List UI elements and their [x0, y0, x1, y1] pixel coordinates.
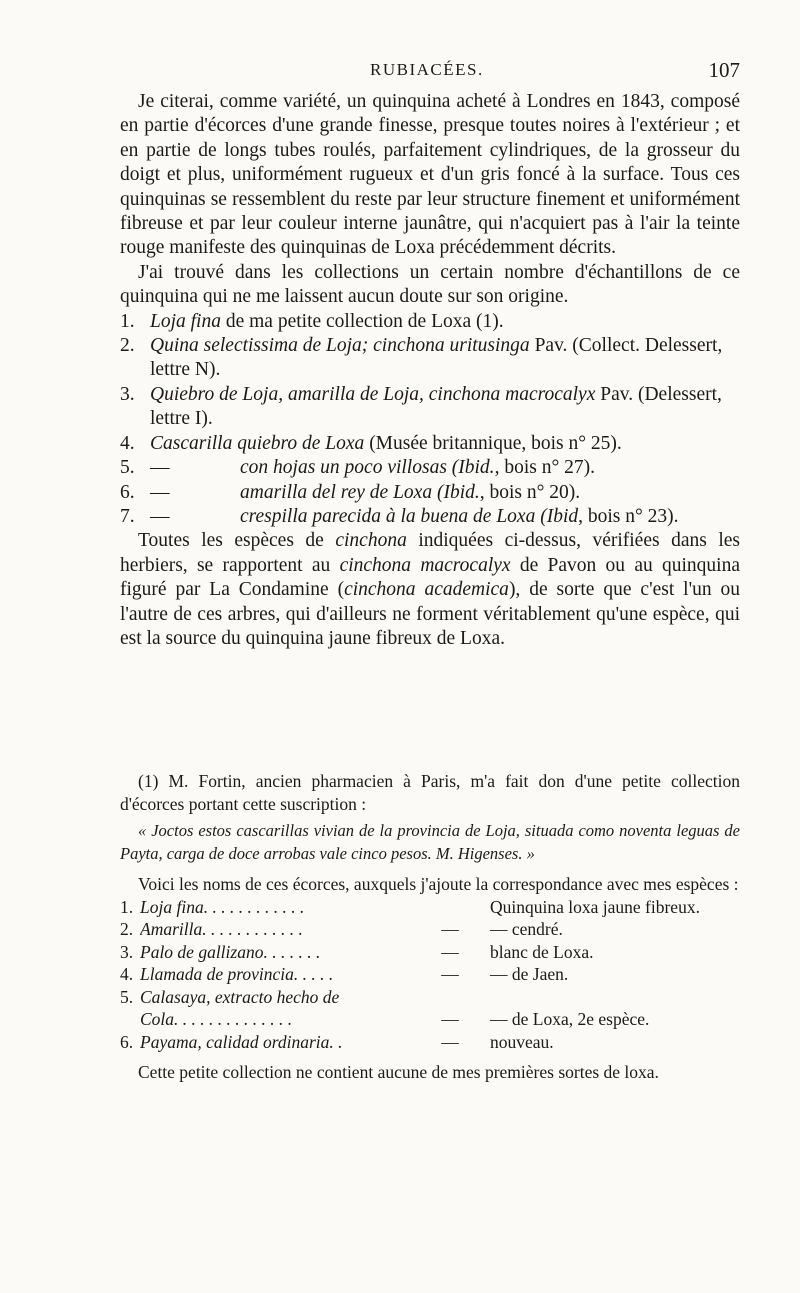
italic-run: cinchona academica: [344, 579, 509, 601]
row-dash: [410, 986, 490, 1009]
row-dash: —: [441, 1031, 459, 1052]
row-correspondence: — de Jaen.: [490, 964, 569, 984]
text-run: indiquées ci-dessus, vérifiées dans les herbiers, se rapportent au: [120, 530, 740, 576]
row-number: [120, 1008, 140, 1031]
text-run: ), de sorte que c'est l'un ou l'autre de ces arbres, qui d'ailleurs ne forment véritablement qu'une espèce, qui est la source du quinquina jaune fibreux de Loxa.: [120, 579, 740, 649]
table-row: [120, 963, 740, 986]
row-number: 6.: [120, 1031, 134, 1052]
list-item: [120, 432, 740, 456]
list-italic: Cascarilla quiebro de Loxa: [150, 432, 365, 454]
list-number: 5.: [120, 457, 135, 479]
ditto-dash: —: [150, 481, 170, 503]
row-correspondence: [490, 986, 740, 1009]
row-name: Cola. . . . . . . . . . . . . .: [140, 1009, 293, 1029]
list-number: 7.: [120, 505, 135, 527]
paragraph-3: [120, 529, 740, 651]
row-name: Loja fina. . . . . . . . . . . .: [140, 896, 305, 917]
row-number: 1.: [120, 896, 134, 917]
list-text: Pav. (Collect. Delessert, lettre N).: [150, 335, 723, 381]
row-correspondence: — cendré.: [490, 919, 563, 939]
table-row: [120, 918, 740, 941]
footnote-closing: Cette petite collection ne contient aucune de mes premières sortes de loxa.: [138, 1062, 659, 1082]
list-item: [120, 310, 740, 334]
italic-run: cinchona: [335, 530, 407, 552]
list-item: [120, 456, 740, 480]
row-number: 2.: [120, 919, 134, 939]
paragraph-1: Je citerai, comme variété, un quinquina acheté à Londres en 1843, composé en partie d'écorces d'une grande finesse, presque toutes noires à l'extérieur ; et en partie de longs tubes roulés, parfaitement cylindriques, de la grosseur du doigt et plus, uniformément rugueux et d'un gris foncé à la surface. Tous ces quinquinas se ressemblent du reste par leur structure finement et uniformément fibreuse et par leur couleur interne jaunâtre, qui n'acquiert pas à l'air la teinte rouge manifeste des quinquinas de Loxa précédemment décrits.: [120, 91, 740, 259]
row-correspondence: Quinquina loxa jaune fibreux.: [490, 896, 700, 917]
running-head: RUBIACÉES.: [370, 60, 484, 79]
ditto-dash: —: [150, 457, 170, 479]
row-dash: [410, 896, 490, 919]
text-run: de Pavon ou au quinquina figuré par La Condamine (: [120, 554, 740, 601]
table-row: [120, 1008, 740, 1031]
list-text: Pav. (Delessert, lettre I).: [150, 383, 722, 430]
row-correspondence: — de Loxa, 2e espèce.: [490, 1009, 650, 1029]
footnote-quote: « Joctos estos cascarillas vivian de la provincia de Loja, situada como noventa leguas de Payta, carga de doce arrobas vale cinco pesos. M. Higenses. »: [120, 821, 740, 863]
list-text: , bois n° 20).: [479, 481, 581, 503]
list-number: 3.: [120, 383, 135, 405]
row-number: 4.: [120, 964, 134, 984]
list-italic: Quiebro de Loja, amarilla de Loja, cinchona macrocalyx: [150, 383, 596, 405]
list-item: [120, 505, 740, 529]
list-number: 2.: [120, 335, 135, 357]
ditto-dash: —: [150, 505, 170, 527]
row-correspondence: nouveau.: [490, 1031, 554, 1052]
row-dash: —: [441, 1009, 459, 1029]
list-italic: Quina selectissima de Loja; cinchona uritusinga: [150, 335, 530, 357]
row-dash: —: [441, 964, 459, 984]
list-text: , bois n° 27).: [494, 457, 595, 479]
list-italic: amarilla del rey de Loxa (Ibid.: [240, 481, 480, 503]
row-name: Amarilla. . . . . . . . . . . .: [140, 919, 303, 939]
specimen-list: [120, 310, 740, 530]
list-number: 1.: [120, 310, 135, 332]
row-dash: —: [441, 941, 459, 962]
row-name: Payama, calidad ordinaria. .: [140, 1031, 343, 1052]
row-name: Palo de gallizano. . . . . . .: [140, 941, 321, 962]
row-correspondence: blanc de Loxa.: [490, 941, 594, 962]
table-row: [120, 1031, 740, 1054]
row-number: 3.: [120, 941, 134, 962]
page-header: [120, 58, 740, 88]
footnote-lead: Voici les noms de ces écorces, auxquels j'ajoute la correspondance avec mes espèces :: [138, 874, 739, 894]
row-number: 5.: [120, 986, 134, 1007]
row-dash: —: [441, 919, 459, 939]
list-italic: con hojas un poco villosas (Ibid.: [240, 457, 495, 479]
table-row: [120, 941, 740, 964]
list-item: [120, 481, 740, 505]
list-text: de ma petite collection de Loxa (1).: [220, 310, 504, 332]
list-italic: Loja fina: [150, 310, 221, 332]
list-number: 6.: [120, 481, 135, 503]
row-name: Calasaya, extracto hecho de: [140, 986, 340, 1007]
body-text: [120, 90, 740, 651]
row-name: Llamada de provincia. . . . .: [140, 964, 334, 984]
table-row: [120, 896, 740, 919]
footnote: [120, 770, 740, 1084]
correspondence-table: [120, 896, 740, 1054]
paragraph-2: J'ai trouvé dans les collections un certain nombre d'échantillons de ce quinquina qui ne me laissent aucun doute sur son origine.: [120, 261, 740, 308]
list-item: [120, 334, 740, 383]
table-row: [120, 986, 740, 1009]
list-item: [120, 383, 740, 432]
italic-run: cinchona macrocalyx: [339, 554, 511, 576]
list-number: 4.: [120, 432, 135, 454]
text-run: Toutes les espèces de: [138, 530, 336, 552]
list-text: (Musée britannique, bois n° 25).: [364, 432, 622, 454]
list-italic: crespilla parecida à la buena de Loxa (Ibid: [240, 505, 579, 527]
page-number: 107: [708, 58, 740, 82]
footnote-intro: (1) M. Fortin, ancien pharmacien à Paris, m'a fait don d'une petite collection d'écorces portant cette suscription :: [120, 771, 740, 814]
list-text: , bois n° 23).: [578, 505, 679, 527]
